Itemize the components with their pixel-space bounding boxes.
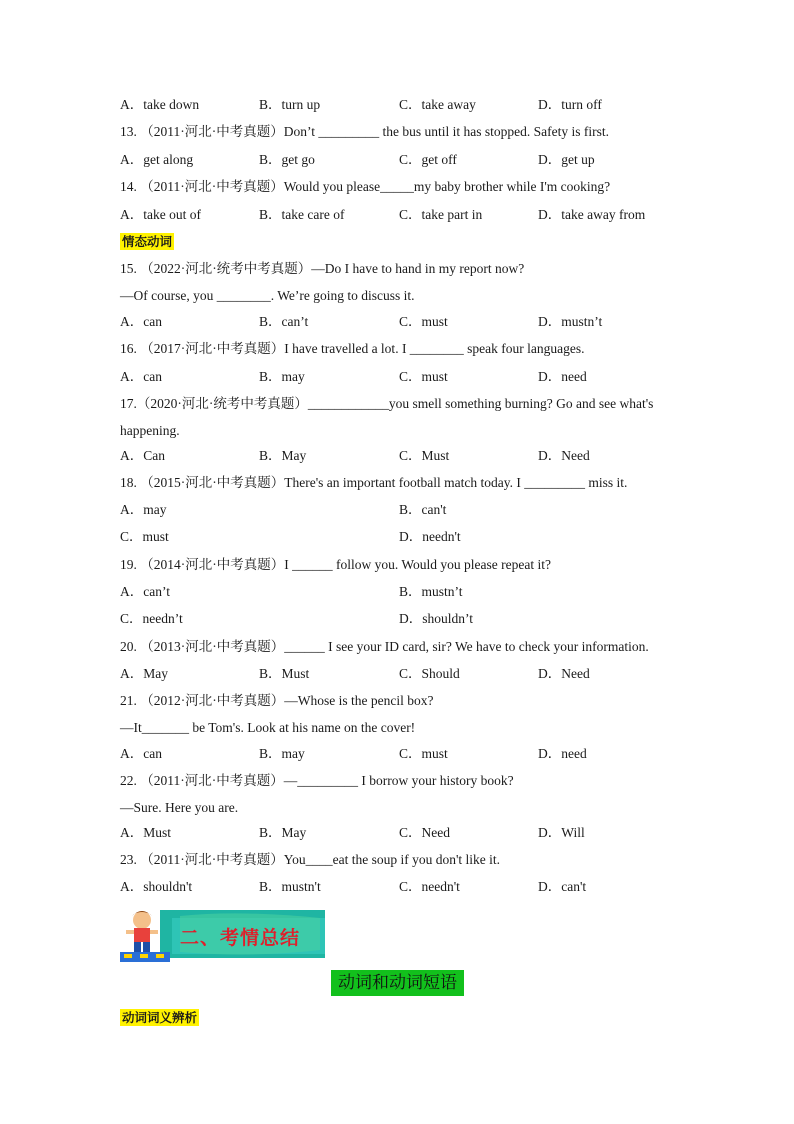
answer-option: A．can	[120, 369, 162, 384]
question-line: 14. （2011·河北·中考真题）Would you please_____my baby brother while I'm cooking?	[120, 179, 611, 194]
answer-option: D．turn off	[538, 97, 602, 112]
section-banner	[120, 906, 325, 962]
question-line: happening.	[120, 423, 180, 438]
question-line: 19. （2014·河北·中考真题）I ______ follow you. Would you please repeat it?	[120, 557, 551, 572]
answer-option: C．must	[120, 529, 169, 544]
answer-option: B．get go	[259, 152, 315, 167]
answer-option: B．Must	[259, 666, 310, 681]
answer-option: C．needn’t	[120, 611, 183, 626]
answer-option: C．get off	[399, 152, 457, 167]
answer-option: A．can	[120, 746, 162, 761]
answer-option: B．turn up	[259, 97, 321, 112]
answer-option: A．may	[120, 502, 167, 517]
answer-option: B．take care of	[259, 207, 345, 222]
question-line: 18. （2015·河北·中考真题）There's an important football match today. I _________ miss it.	[120, 475, 628, 490]
answer-option: B．can’t	[259, 314, 309, 329]
answer-option: C．Must	[399, 448, 450, 463]
question-line: 23. （2011·河北·中考真题）You____eat the soup if you don't like it.	[120, 852, 501, 867]
answer-option: A．can’t	[120, 584, 170, 599]
answer-option: C．Need	[399, 825, 450, 840]
answer-option: B．mustn't	[259, 879, 321, 894]
answer-option: A．Must	[120, 825, 172, 840]
question-line: 21. （2012·河北·中考真题）—Whose is the pencil box?	[120, 693, 434, 708]
answer-option: C．Should	[399, 666, 460, 681]
answer-option: C．must	[399, 314, 448, 329]
answer-option: B．May	[259, 825, 307, 840]
answer-option: D．Will	[538, 825, 585, 840]
answer-option: A．May	[120, 666, 168, 681]
question-line: 20. （2013·河北·中考真题）______ I see your ID card, sir? We have to check your information.	[120, 639, 649, 654]
answer-option: C．take part in	[399, 207, 483, 222]
question-line: 22. （2011·河北·中考真题）—_________ I borrow your history book?	[120, 773, 514, 788]
answer-option: A．take down	[120, 97, 200, 112]
answer-option: C．must	[399, 369, 448, 384]
question-line: 17.（2020·河北·统考中考真题）____________you smell something burning? Go and see what's	[120, 396, 654, 411]
question-line: —Sure. Here you are.	[120, 800, 239, 815]
question-line: 13. （2011·河北·中考真题）Don’t _________ the bus until it has stopped. Safety is first.	[120, 124, 609, 139]
answer-option: D．Need	[538, 666, 590, 681]
answer-option: A．take out of	[120, 207, 201, 222]
answer-option: B．mustn’t	[399, 584, 463, 599]
category-heading	[120, 233, 174, 251]
answer-option: D．Need	[538, 448, 590, 463]
question-line: —Of course, you ________. We’re going to discuss it.	[120, 288, 415, 303]
question-line: 15. （2022·河北·统考中考真题）—Do I have to hand in my report now?	[120, 261, 525, 276]
answer-option: D．take away from	[538, 207, 646, 222]
answer-option: A．Can	[120, 448, 165, 463]
answer-option: D．need	[538, 746, 587, 761]
answer-option: D．mustn’t	[538, 314, 603, 329]
answer-option: B．May	[259, 448, 307, 463]
question-line: —It_______ be Tom's. Look at his name on the cover!	[120, 720, 416, 735]
answer-option: B．may	[259, 369, 305, 384]
answer-option: A．shouldn't	[120, 879, 193, 894]
answer-option: C．must	[399, 746, 448, 761]
subsection-heading-text: 动词词义辨析	[122, 1010, 198, 1025]
answer-option: A．get along	[120, 152, 194, 167]
banner-text: 二、考情总结	[180, 927, 301, 949]
question-line: 16. （2017·河北·中考真题）I have travelled a lot. I ________ speak four languages.	[120, 341, 585, 356]
answer-option: D．shouldn’t	[399, 611, 474, 626]
kid-head-icon	[133, 911, 151, 929]
section-title: 动词和动词短语	[331, 970, 464, 996]
answer-option: B．may	[259, 746, 305, 761]
answer-option: D．needn't	[399, 529, 461, 544]
answer-option: B．can't	[399, 502, 447, 517]
subsection-heading	[120, 1008, 199, 1027]
answer-option: D．need	[538, 369, 587, 384]
answer-option: C．take away	[399, 97, 476, 112]
answer-option: D．can't	[538, 879, 587, 894]
answer-option: A．can	[120, 314, 162, 329]
category-heading-text: 情态动词	[122, 234, 173, 249]
answer-option: C．needn't	[399, 879, 460, 894]
answer-option: D．get up	[538, 152, 595, 167]
